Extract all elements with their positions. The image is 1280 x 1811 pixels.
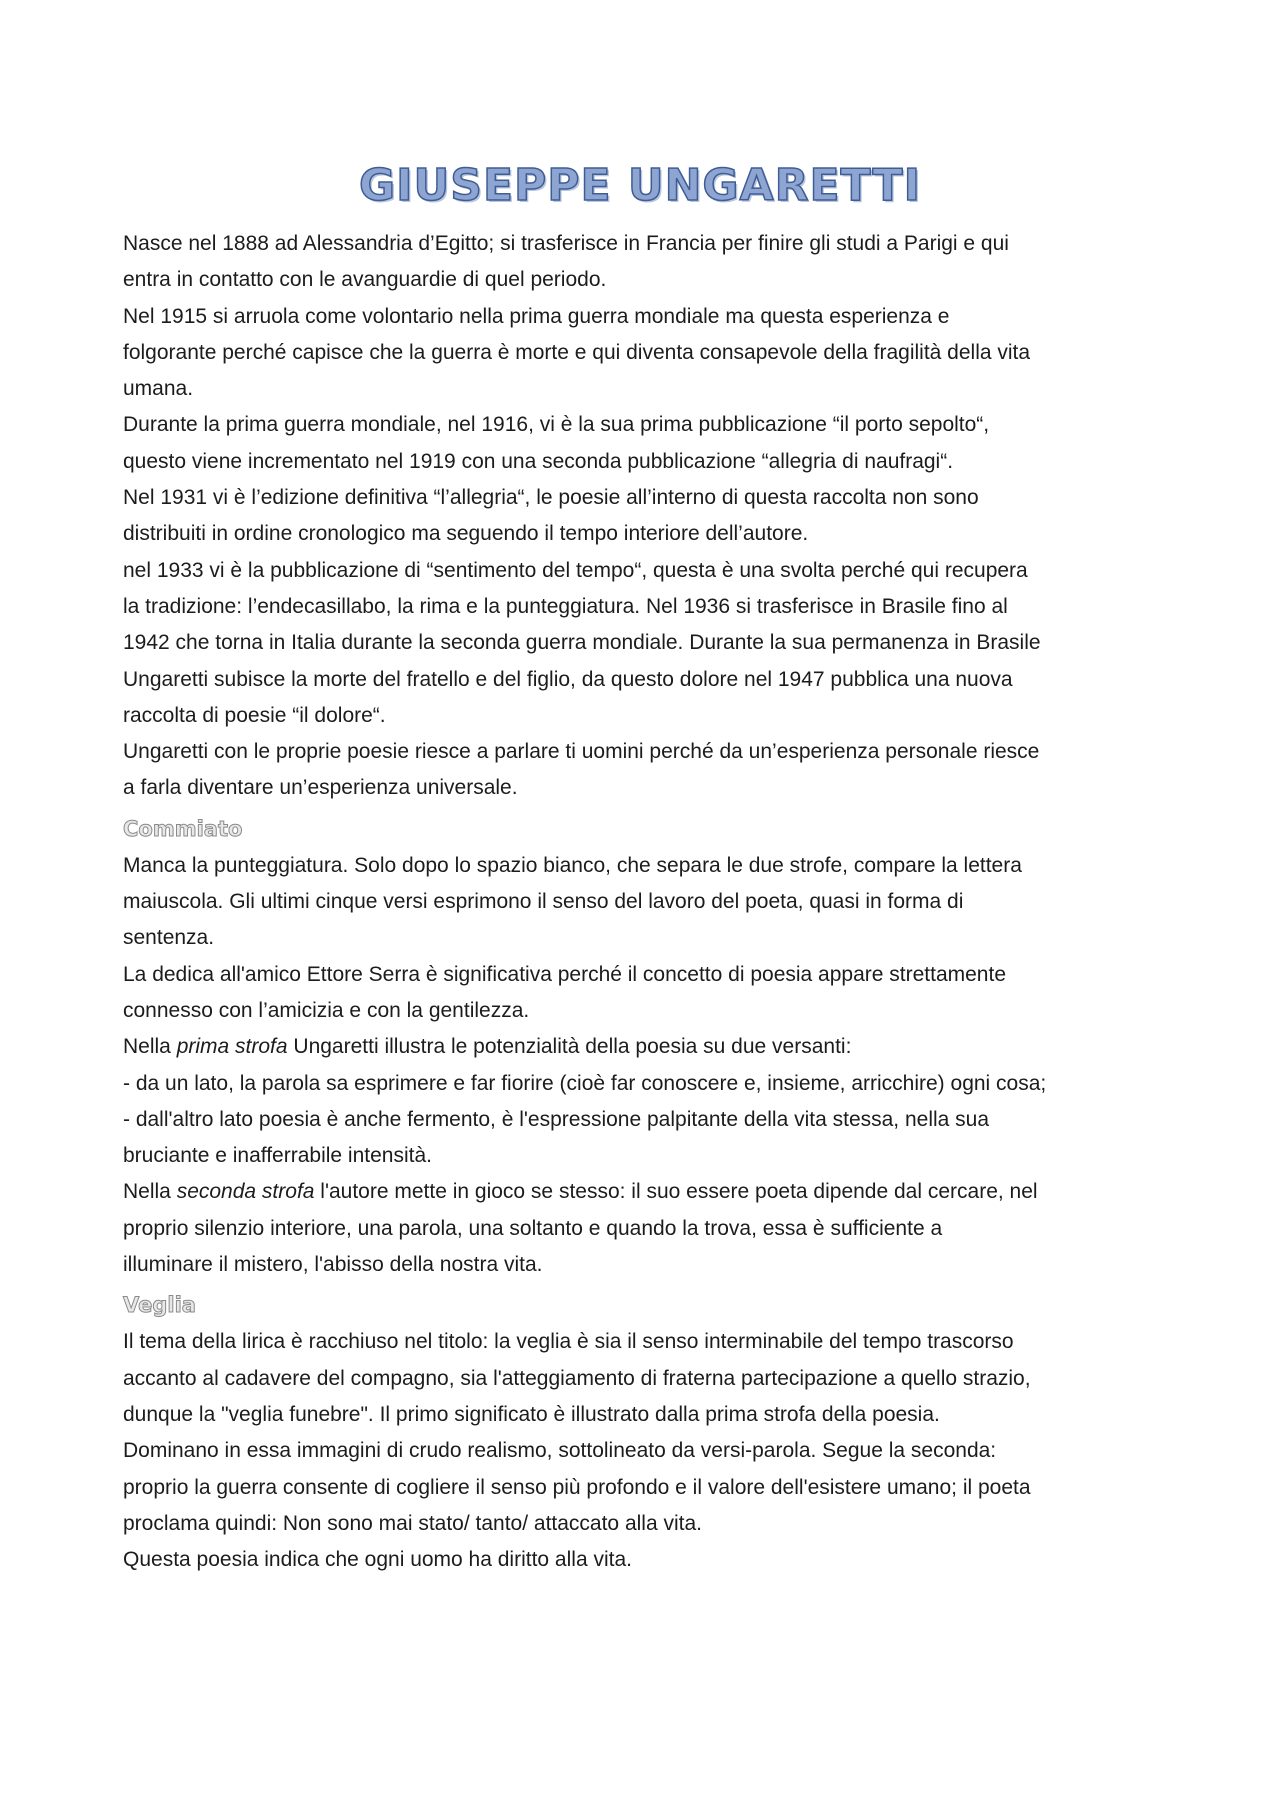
text-line: proclama quindi: Non sono mai stato/ tanto/ attaccato alla vita. [123, 1511, 702, 1535]
section-heading-veglia: Veglia [123, 1293, 196, 1318]
text-line: Dominano in essa immagini di crudo realismo, sottolineato da versi-parola. Segue la seconda: [123, 1439, 997, 1463]
text-line: distribuiti in ordine cronologico ma seguendo il tempo interiore dell’autore. [123, 522, 809, 546]
text-line: questo viene incrementato nel 1919 con una seconda pubblicazione “allegria di naufragi“. [123, 449, 954, 473]
text-line: - dall'altro lato poesia è anche fermento, è l'espressione palpitante della vita stessa, nella sua [123, 1107, 990, 1131]
text-line: Ungaretti con le proprie poesie riesce a parlare ti uomini perché da un’esperienza personale riesce [123, 740, 1040, 764]
text-line: nel 1933 vi è la pubblicazione di “sentimento del tempo“, questa è una svolta perché qui recupera [123, 558, 1028, 582]
text-line: a farla diventare un’esperienza universale. [123, 776, 518, 800]
text-line: Manca la punteggiatura. Solo dopo lo spazio bianco, che separa le due strofe, compare la lettera [123, 853, 1022, 877]
emphasis-seconda-strofa: seconda strofa [176, 1180, 315, 1204]
text-line: Nel 1931 vi è l’edizione definitiva “l’allegria“, le poesie all’interno di questa raccolta non sono [123, 486, 979, 510]
text-line: folgorante perché capisce che la guerra è morte e qui diventa consapevole della fragilità della vita [123, 340, 1031, 364]
text-line: la tradizione: l’endecasillabo, la rima e la punteggiatura. Nel 1936 si trasferisce in Brasile fino al [123, 594, 1008, 618]
text-line: Durante la prima guerra mondiale, nel 1916, vi è la sua prima pubblicazione “il porto sepolto“, [123, 413, 990, 437]
text-line [123, 1029, 1173, 1065]
text-line: Nel 1915 si arruola come volontario nella prima guerra mondiale ma questa esperienza e [123, 304, 950, 328]
text-line: proprio la guerra consente di cogliere il senso più profondo e il valore dell'esistere umano; il poeta [123, 1475, 1031, 1499]
text-line: illuminare il mistero, l'abisso della nostra vita. [123, 1253, 543, 1277]
text-line: dunque la "veglia funebre". Il primo significato è illustrato dalla prima strofa della poesia. [123, 1402, 940, 1426]
text-line: Nasce nel 1888 ad Alessandria d’Egitto; si trasferisce in Francia per finire gli studi a Parigi e qui [123, 232, 1009, 255]
text-span: Nella [123, 1035, 177, 1059]
text-line: connesso con l’amicizia e con la gentilezza. [123, 998, 530, 1022]
text-line: La dedica all'amico Ettore Serra è significativa perché il concetto di poesia appare strettamente [123, 962, 1006, 986]
text-span: l'autore mette in gioco se stesso: il suo essere poeta dipende dal cercare, nel [314, 1180, 1038, 1204]
page-title: GIUSEPPE UNGARETTI [359, 160, 921, 211]
text-line: Questa poesia indica che ogni uomo ha diritto alla vita. [123, 1548, 632, 1572]
document-body [123, 226, 1173, 1578]
text-line: maiuscola. Gli ultimi cinque versi esprimono il senso del lavoro del poeta, quasi in forma di [123, 890, 964, 914]
text-line: entra in contatto con le avanguardie di quel periodo. [123, 268, 607, 292]
text-line: Il tema della lirica è racchiuso nel titolo: la veglia è sia il senso interminabile del tempo trascorso [123, 1330, 1014, 1354]
text-line: bruciante e inafferrabile intensità. [123, 1144, 432, 1168]
text-span: Nella [123, 1180, 177, 1204]
text-line: - da un lato, la parola sa esprimere e far fiorire (cioè far conoscere e, insieme, arricchire) ogni cosa; [123, 1071, 1047, 1095]
text-line: sentenza. [123, 926, 215, 950]
section-heading-commiato: Commiato [123, 816, 243, 841]
text-span: Ungaretti illustra le potenzialità della poesia su due versanti: [287, 1035, 852, 1059]
text-line: umana. [123, 377, 194, 401]
text-line: accanto al cadavere del compagno, sia l'atteggiamento di fraterna partecipazione a quello strazio, [123, 1366, 1031, 1390]
text-line: proprio silenzio interiore, una parola, una soltanto e quando la trova, essa è sufficiente a [123, 1216, 943, 1240]
text-line: Ungaretti subisce la morte del fratello e del figlio, da questo dolore nel 1947 pubblica una nuova [123, 667, 1013, 691]
text-line [123, 1174, 1173, 1210]
text-line: 1942 che torna in Italia durante la seconda guerra mondiale. Durante la sua permanenza in Brasile [123, 631, 1041, 655]
text-line: raccolta di poesie “il dolore“. [123, 703, 386, 727]
emphasis-prima-strofa: prima strofa [176, 1035, 288, 1059]
